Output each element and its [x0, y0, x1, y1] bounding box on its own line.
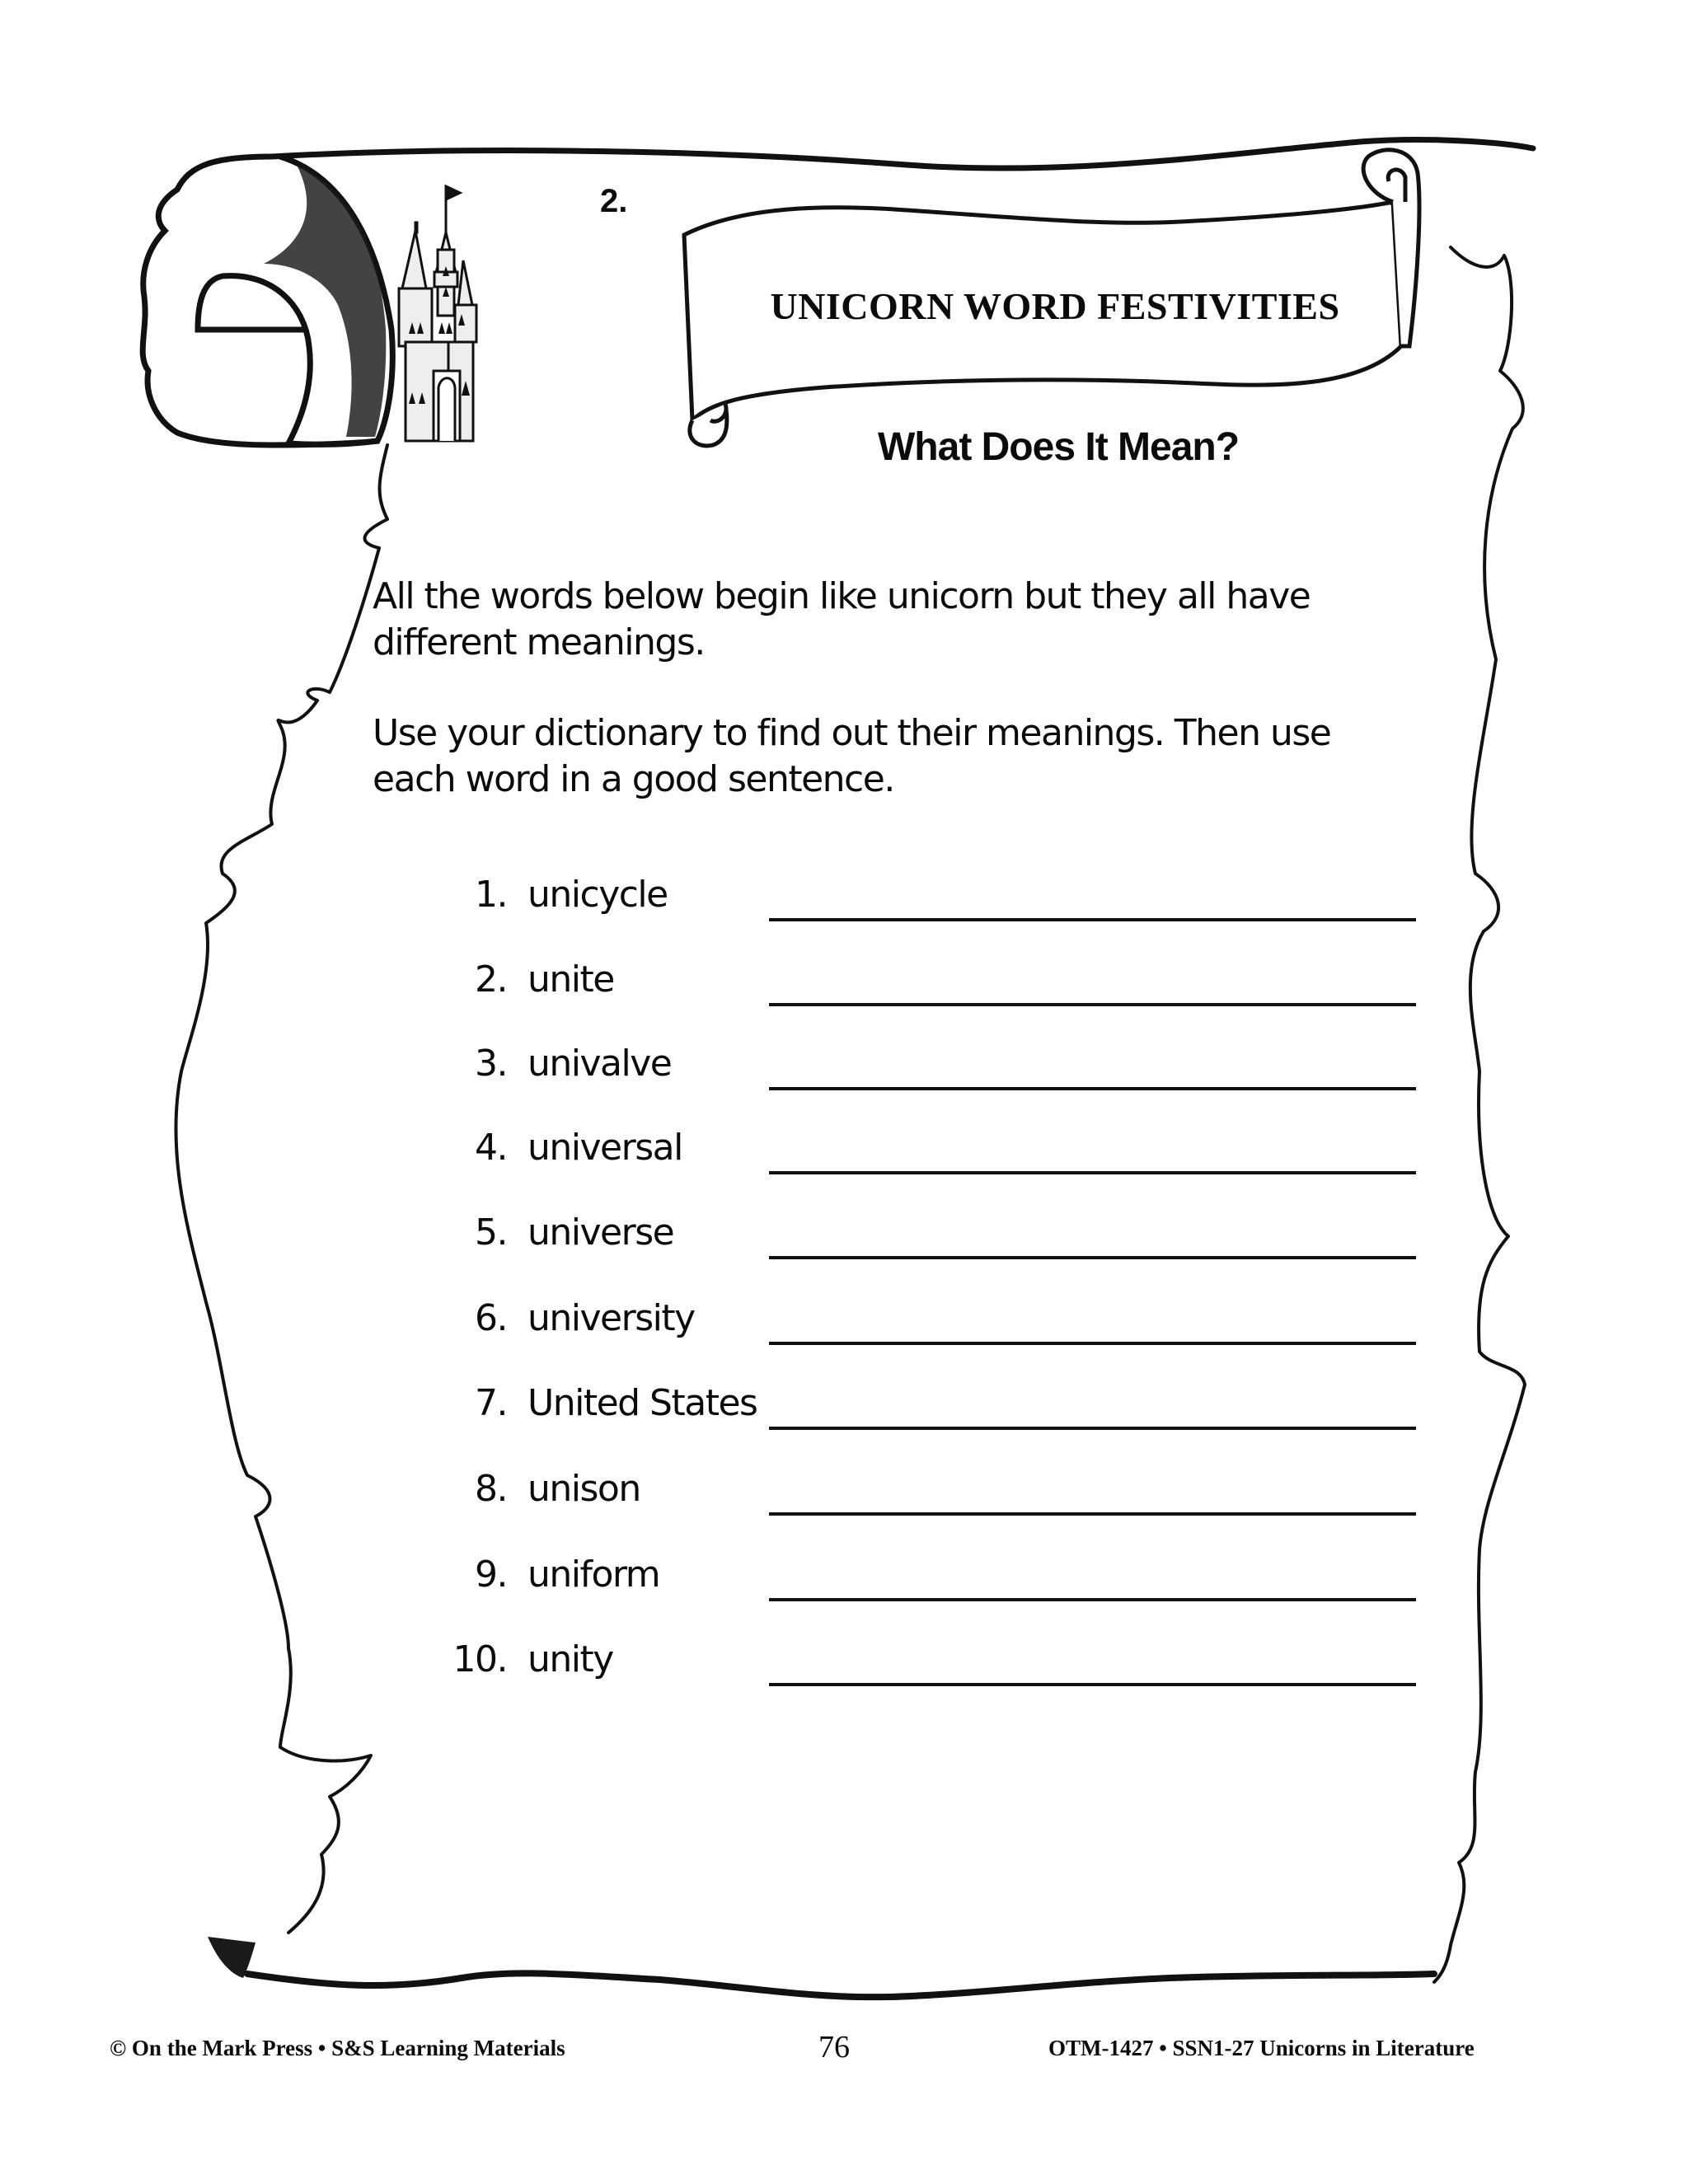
item-word: universe [528, 1212, 674, 1254]
list-item [429, 1382, 1434, 1440]
item-word: university [528, 1297, 695, 1339]
item-number: 10. [452, 1638, 507, 1680]
answer-line[interactable] [769, 1003, 1416, 1006]
instructions-paragraph-1: All the words below begin like unicorn but they all have different meanings. [373, 575, 1311, 663]
list-item [429, 958, 1434, 1016]
item-number: 4. [475, 1127, 507, 1169]
answer-line[interactable] [769, 1427, 1416, 1430]
item-word: univalve [528, 1043, 672, 1085]
page-number: 76 [818, 2030, 850, 2064]
item-number: 2. [475, 958, 507, 1001]
item-word: unite [528, 958, 614, 1001]
list-item [429, 1468, 1434, 1526]
item-number: 7. [475, 1382, 507, 1424]
answer-line[interactable] [769, 1087, 1416, 1090]
answer-line[interactable] [769, 1256, 1416, 1259]
item-word: uniform [528, 1554, 660, 1596]
list-item [429, 1638, 1434, 1696]
item-word: United States [528, 1382, 757, 1424]
item-number: 3. [475, 1043, 507, 1085]
item-number: 6. [475, 1297, 507, 1339]
worksheet-subtitle: What Does It Mean? [878, 425, 1240, 469]
list-item [429, 1127, 1434, 1184]
scroll-curl-top-left [143, 157, 392, 445]
item-word: unity [528, 1638, 613, 1680]
answer-line[interactable] [769, 1342, 1416, 1345]
answer-line[interactable] [769, 1683, 1416, 1686]
item-word: unison [528, 1468, 640, 1510]
castle-icon [399, 185, 476, 441]
instructions-paragraph-2: Use your dictionary to find out their meanings. Then use each word in a good sentence. [373, 712, 1331, 800]
item-number: 8. [475, 1468, 507, 1510]
section-number: 2. [600, 183, 628, 219]
answer-line[interactable] [769, 1171, 1416, 1174]
item-word: universal [528, 1127, 682, 1169]
answer-line[interactable] [769, 918, 1416, 921]
list-item [429, 1297, 1434, 1355]
answer-line[interactable] [769, 1598, 1416, 1601]
worksheet-title: UNICORN WORD FESTIVITIES [770, 285, 1340, 327]
answer-line[interactable] [769, 1512, 1416, 1516]
item-word: unicycle [528, 874, 668, 916]
list-item [429, 1043, 1434, 1100]
list-item [429, 1554, 1434, 1611]
list-item [429, 1212, 1434, 1269]
item-number: 1. [475, 874, 507, 916]
footer-book-code: OTM-1427 • SSN1-27 Unicorns in Literature [1048, 2036, 1475, 2060]
item-number: 5. [475, 1212, 507, 1254]
list-item [429, 874, 1434, 931]
footer-publisher: © On the Mark Press • S&S Learning Materials [110, 2036, 565, 2060]
item-number: 9. [475, 1554, 507, 1596]
